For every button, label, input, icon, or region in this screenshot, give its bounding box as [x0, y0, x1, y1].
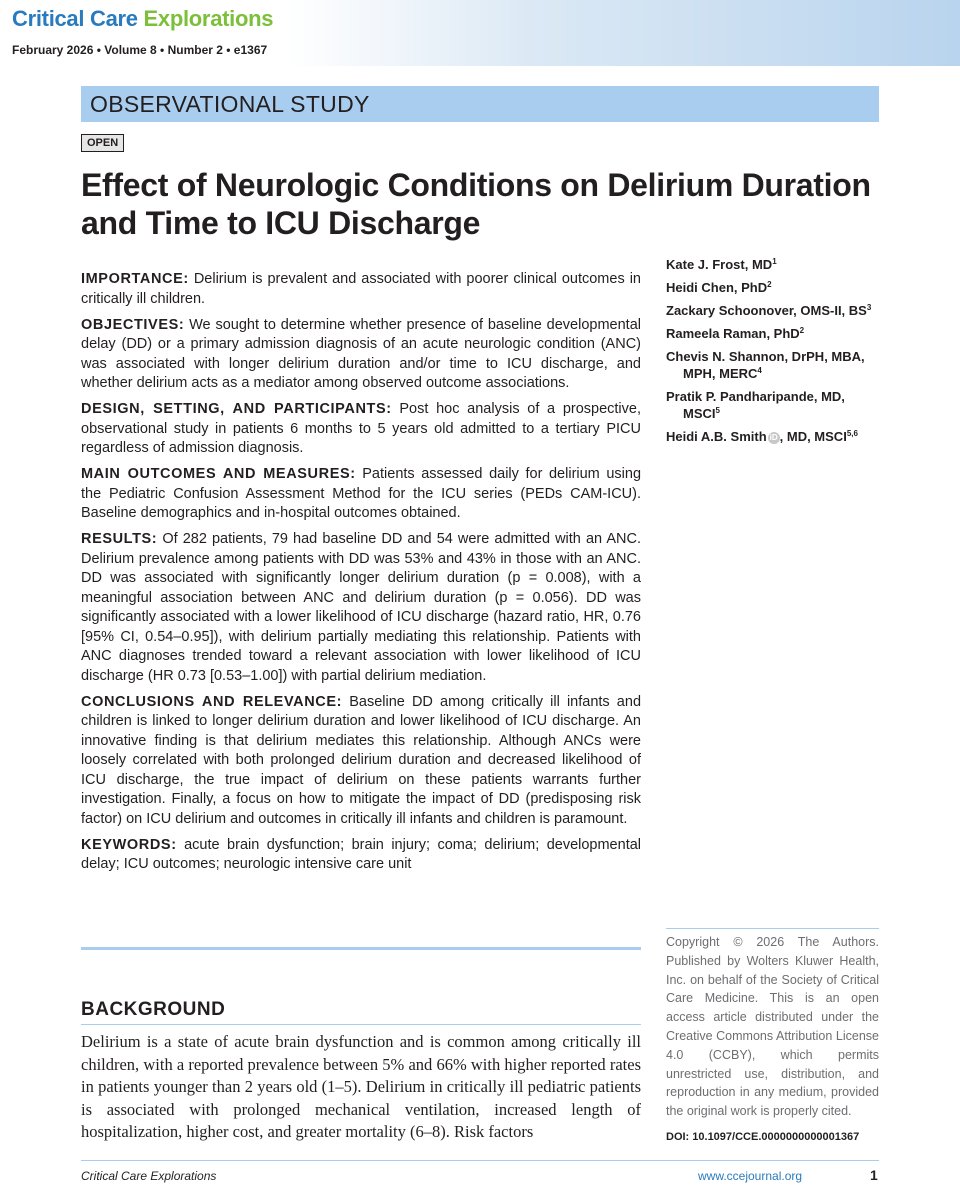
- author-name: Pratik P. Pandharipande, MD,: [666, 389, 845, 404]
- abstract-keywords: [81, 836, 641, 875]
- author-item: [666, 302, 886, 319]
- article-title: Effect of Neurologic Conditions on Delirium Duration and Time to ICU Discharge: [81, 167, 871, 241]
- background-paragraph: Delirium is a state of acute brain dysfunction and is common among critically ill children, with a reported prevalence between 5% and 66% with higher reported rates in patients younger than 2 years old (1–5). Delirium in critically ill pediatric patients is associated with prolonged mechanical ventilation, increased length of hospitalization, higher cost, and greater mortality (6–8). Risk factors: [81, 1032, 641, 1141]
- abstract-objectives: [81, 316, 641, 394]
- abstract: [81, 270, 641, 881]
- author-name: Zackary Schoonover, OMS-II, BS: [666, 303, 867, 318]
- author-item: [666, 325, 886, 342]
- footer-journal-name: Critical Care Explorations: [81, 1169, 217, 1183]
- author-name: Kate J. Frost, MD: [666, 257, 773, 272]
- background-heading: BACKGROUND: [81, 999, 226, 1020]
- copyright-notice: Copyright © 2026 The Authors. Published by Wolters Kluwer Health, Inc. on behalf of the Society of Critical Care Medicine. This is an open access article distributed under the Creative Commons Attribution License 4.0 (CCBY), which permits unrestricted use, distribution, and reproduction in any medium, provided the original work is properly cited.: [666, 935, 879, 1119]
- copyright-rule: [666, 928, 879, 929]
- author-degrees: , MD, MSCI: [779, 429, 847, 444]
- author-affiliation: 1: [772, 257, 777, 266]
- conclusions-label: CONCLUSIONS AND RELEVANCE:: [81, 693, 343, 710]
- footer-rule: [81, 1160, 879, 1161]
- conclusions-text: Baseline DD among critically ill infants and children is linked to longer delirium duration and lower likelihood of ICU discharge. An innovative finding is that delirium mediates this relationship. Although ANCs were loosely correlated with both prolonged delirium duration and decreased likelihood of ICU discharge, the true impact of delirium on these patients warrants further investigation. Finally, a focus on how to mitigate the impact of DD (predisposing risk factor) on ICU delirium and outcomes in critically ill infants and children is paramount.: [81, 693, 642, 827]
- author-affiliation: 5: [715, 406, 720, 415]
- open-access-badge: OPEN: [81, 134, 124, 152]
- section-band: [81, 86, 879, 122]
- journal-title-part-1: Critical Care: [12, 6, 138, 31]
- abstract-importance: [81, 270, 641, 309]
- abstract-divider: [81, 947, 641, 950]
- journal-title: [12, 6, 273, 32]
- author-item: [666, 256, 886, 273]
- abstract-conclusions: [81, 693, 641, 830]
- author-name: Heidi A.B. Smith: [666, 429, 767, 444]
- author-affiliation: 2: [767, 280, 772, 289]
- keywords-label: KEYWORDS:: [81, 836, 177, 853]
- importance-label: IMPORTANCE:: [81, 271, 189, 287]
- abstract-outcomes: [81, 465, 641, 524]
- abstract-design: [81, 400, 641, 459]
- outcomes-text: Patients assessed daily for delirium using the Pediatric Confusion Assessment Method for the ICU series (PEDs CAM-ICU). Baseline demographics and in-hospital outcomes obtained.: [81, 466, 642, 521]
- author-affiliation: 2: [799, 326, 805, 335]
- orcid-icon[interactable]: iD: [769, 433, 778, 442]
- objectives-label: OBJECTIVES:: [81, 316, 185, 333]
- importance-text: Delirium is prevalent and associated with poorer clinical outcomes in critically ill children.: [81, 271, 641, 307]
- results-label: RESULTS:: [81, 531, 158, 547]
- page-number: 1: [870, 1167, 878, 1183]
- outcomes-label: MAIN OUTCOMES AND MEASURES:: [81, 466, 356, 482]
- author-affiliation: 4: [757, 366, 762, 375]
- author-item: [666, 428, 886, 445]
- doi-link[interactable]: DOI: 10.1097/CCE.0000000000001367: [666, 1131, 860, 1143]
- results-text: Of 282 patients, 79 had baseline DD and 54 were admitted with an ANC. Delirium prevalence among patients with DD was 53% and 43% in those with an ANC. DD was associated with significantly longer delirium duration (p = 0.008), with a meaningful association between ANC and delirium duration (p = 0.056). DD was significantly associated with a lower likelihood of ICU discharge (hazard ratio, HR, 0.76 [95% CI, 0.54–0.95]), with delirium partially mediating this relationship. Patients with ANC diagnoses trended toward a relevant association with lower likelihood of ICU discharge (HR 0.73 [0.53–1.00]) with partial delirium mediation.: [81, 531, 641, 684]
- author-item: [666, 279, 886, 296]
- objectives-text: We sought to determine whether presence of baseline developmental delay (DD) or a primary admission diagnosis of an acute neurologic condition (ANC) was associated with longer delirium duration and/or time to ICU discharge, and whether delirium acts as a mediator among observed outcome associations.: [81, 316, 641, 391]
- keywords-text: acute brain dysfunction; brain injury; coma; delirium; developmental delay; ICU outcomes; neurologic intensive care unit: [81, 836, 642, 872]
- author-affiliation: 3: [866, 303, 872, 312]
- author-name: Rameela Raman, PhD: [666, 326, 800, 341]
- footer-journal-url[interactable]: www.ccejournal.org: [698, 1169, 803, 1183]
- author-affiliation: 5,6: [846, 429, 858, 438]
- design-label: DESIGN, SETTING, AND PARTICIPANTS:: [81, 401, 392, 417]
- author-list: [666, 256, 886, 451]
- issue-line: February 2026 • Volume 8 • Number 2 • e1367: [12, 43, 268, 57]
- design-text: Post hoc analysis of a prospective, observational study in patients 6 months to 5 years old admitted to a tertiary PICU regardless of admission diagnosis.: [81, 401, 641, 456]
- author-name-continued: MSCI$^5$: [683, 406, 720, 421]
- author-name: Chevis N. Shannon, DrPH, MBA,: [666, 349, 865, 364]
- author-item: [666, 348, 886, 382]
- author-name: Heidi Chen, PhD: [666, 280, 768, 295]
- author-name-continued: MPH, MERC$^4$: [683, 366, 762, 381]
- journal-title-part-2: Explorations: [143, 6, 274, 31]
- author-item: [666, 388, 886, 422]
- abstract-results: [81, 530, 641, 686]
- section-label: OBSERVATIONAL STUDY: [90, 91, 370, 117]
- background-heading-rule: [81, 1024, 641, 1025]
